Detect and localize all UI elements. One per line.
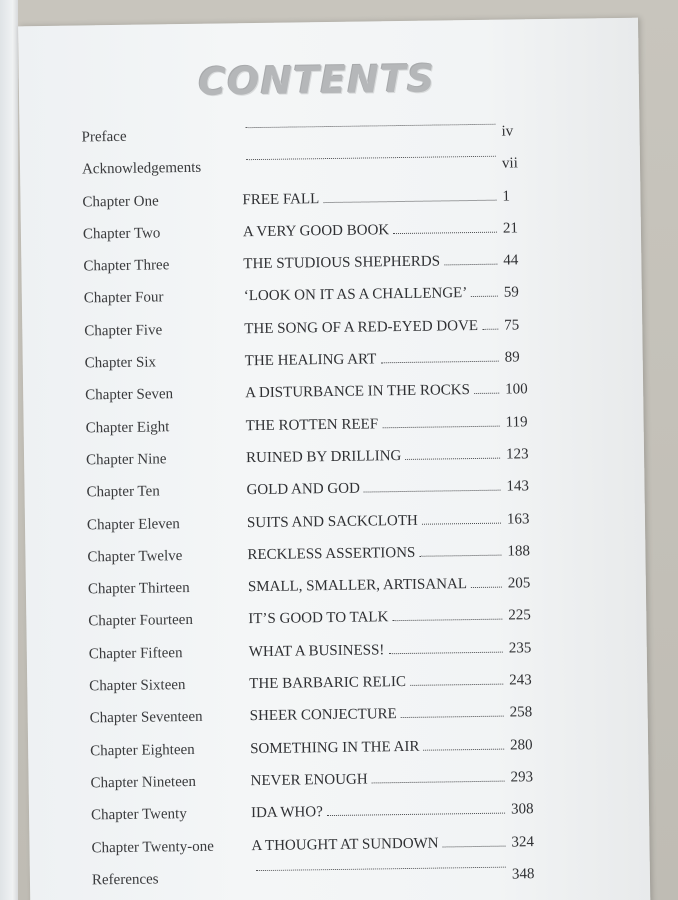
toc-entry	[251, 834, 509, 855]
toc-page-number: iv	[501, 123, 514, 140]
toc-chapter-title: WHAT A BUSINESS!	[248, 642, 385, 660]
toc-label: Chapter Fifteen	[88, 644, 183, 663]
toc-page-number: 1	[502, 188, 511, 205]
toc-entry	[247, 543, 505, 564]
page-title: CONTENTS	[198, 56, 436, 104]
toc-chapter-title: RUINED BY DRILLING	[245, 447, 402, 467]
toc-dot-leader	[388, 651, 502, 654]
toc-chapter-title: NEVER ENOUGH	[250, 771, 368, 790]
toc-chapter-title: ‘LOOK ON IT AS A CHALLENGE’	[243, 285, 468, 305]
toc-entry	[252, 866, 510, 874]
toc-dot-leader	[372, 781, 505, 784]
toc-dot-leader	[364, 490, 501, 493]
toc-dot-leader	[380, 361, 498, 364]
toc-entry	[241, 124, 499, 132]
toc-page-number: 21	[502, 220, 519, 237]
toc-chapter-title: A VERY GOOD BOOK	[242, 222, 390, 241]
toc-label: Chapter Sixteen	[89, 677, 186, 695]
toc-entry	[246, 447, 504, 468]
toc-dot-leader	[393, 232, 497, 234]
toc-entry	[247, 511, 505, 532]
toc-chapter-title: GOLD AND GOD	[246, 480, 360, 499]
toc-chapter-title: SOMETHING IN THE AIR	[250, 738, 420, 757]
toc-entry	[246, 414, 504, 435]
toc-entry	[250, 737, 508, 758]
toc-dot-leader	[405, 458, 500, 460]
toc-dot-leader	[443, 845, 506, 847]
toc-page-number: 308	[510, 801, 534, 818]
toc-chapter-title: THE STUDIOUS SHEPHERDS	[243, 253, 441, 273]
toc-dot-leader	[245, 124, 495, 128]
toc-page-number: 44	[503, 252, 519, 269]
toc-dot-leader	[422, 522, 501, 524]
toc-chapter-title: THE ROTTEN REEF	[245, 416, 379, 434]
toc-entry	[249, 673, 507, 694]
contents-page	[18, 18, 650, 900]
toc-chapter-title: SUITS AND SACKCLOTH	[246, 512, 418, 531]
toc-page-number: 243	[509, 672, 532, 689]
toc-page-number: 89	[504, 349, 520, 366]
toc-chapter-title: IDA WHO?	[250, 804, 323, 822]
toc-entry	[242, 188, 500, 209]
toc-dot-leader	[410, 684, 503, 686]
toc-label: Chapter Five	[84, 322, 163, 340]
toc-page-number: 235	[508, 639, 532, 657]
toc-label: Chapter Fourteen	[88, 612, 194, 630]
toc-label: Chapter Nine	[85, 451, 167, 469]
toc-label: Chapter Two	[82, 225, 161, 243]
toc-dot-leader	[401, 716, 504, 718]
toc-page-number: vii	[501, 155, 518, 172]
toc-entry	[245, 350, 503, 371]
toc-dot-leader	[256, 866, 506, 870]
toc-dot-leader	[327, 813, 505, 816]
toc-entry	[244, 285, 502, 306]
toc-dot-leader	[392, 619, 502, 622]
toc-dot-leader	[471, 587, 502, 588]
toc-label: Chapter Nineteen	[90, 773, 197, 792]
toc-dot-leader	[323, 199, 496, 202]
toc-chapter-title: A THOUGHT AT SUNDOWN	[251, 835, 439, 854]
toc-label: Chapter Twenty-one	[91, 838, 214, 856]
toc-entry	[243, 220, 501, 241]
toc-label: Chapter Ten	[86, 483, 160, 501]
toc-label: References	[91, 871, 159, 889]
toc-page-number: 280	[510, 736, 533, 754]
toc-page-number: 324	[511, 833, 535, 851]
toc-chapter-title: SHEER CONJECTURE	[249, 706, 397, 725]
toc-chapter-title: THE HEALING ART	[244, 351, 377, 370]
toc-chapter-title: IT’S GOOD TO TALK	[248, 609, 389, 628]
toc-page-number: 119	[505, 413, 528, 431]
toc-entry	[249, 640, 507, 661]
toc-label: Chapter Twenty	[90, 806, 187, 824]
toc-dot-leader	[246, 156, 496, 160]
toc-entry	[244, 317, 502, 338]
toc-label: Chapter Three	[83, 257, 170, 275]
table-of-contents	[81, 115, 552, 896]
toc-label: Chapter Seven	[85, 386, 174, 404]
toc-chapter-title: SMALL, SMALLER, ARTISANAL	[247, 576, 468, 596]
toc-label: Acknowledgements	[81, 160, 202, 178]
toc-page-number: 348	[511, 866, 535, 883]
toc-dot-leader	[471, 296, 498, 297]
toc-entry	[248, 608, 506, 629]
toc-entry	[251, 802, 509, 823]
toc-label: Chapter Six	[84, 354, 157, 372]
toc-row	[92, 858, 552, 897]
toc-dot-leader	[382, 425, 500, 428]
toc-chapter-title: RECKLESS ASSERTIONS	[247, 544, 416, 564]
toc-chapter-title: THE BARBARIC RELIC	[249, 674, 407, 693]
toc-page-number: 293	[510, 769, 534, 786]
toc-entry	[245, 382, 503, 403]
toc-page-number: 188	[507, 543, 531, 560]
toc-label: Chapter Thirteen	[87, 580, 190, 598]
toc-dot-leader	[444, 264, 497, 266]
toc-page-number: 75	[504, 317, 520, 334]
toc-entry	[250, 705, 508, 726]
toc-label: Chapter One	[82, 192, 159, 211]
toc-label: Chapter Eleven	[86, 515, 180, 533]
toc-dot-leader	[423, 748, 504, 750]
toc-entry	[242, 156, 500, 164]
toc-chapter-title: A DISTURBANCE IN THE ROCKS	[245, 382, 471, 402]
toc-page-number: 100	[505, 381, 528, 398]
toc-label: Chapter Seventeen	[89, 709, 203, 727]
toc-dot-leader	[474, 393, 499, 394]
toc-label: Preface	[81, 128, 127, 146]
toc-entry	[250, 769, 508, 790]
left-page-edge	[0, 0, 18, 900]
toc-dot-leader	[419, 554, 501, 556]
toc-label: Chapter Eighteen	[90, 741, 195, 760]
toc-label: Chapter Four	[83, 289, 164, 307]
toc-page-number: 163	[506, 510, 530, 528]
toc-entry	[248, 576, 506, 597]
toc-page-number: 123	[505, 446, 529, 463]
toc-page-number: 143	[506, 478, 530, 495]
toc-page-number: 225	[508, 607, 531, 624]
toc-chapter-title: FREE FALL	[242, 190, 320, 208]
toc-chapter-title: THE SONG OF A RED-EYED DOVE	[244, 317, 479, 337]
toc-page-number: 258	[509, 704, 533, 721]
toc-page-number: 205	[507, 575, 531, 592]
toc-entry	[246, 479, 504, 500]
toc-dot-leader	[482, 328, 498, 329]
toc-entry	[243, 253, 501, 274]
toc-label: Chapter Twelve	[87, 547, 183, 566]
toc-page-number: 59	[503, 284, 519, 302]
toc-label: Chapter Eight	[85, 418, 170, 437]
